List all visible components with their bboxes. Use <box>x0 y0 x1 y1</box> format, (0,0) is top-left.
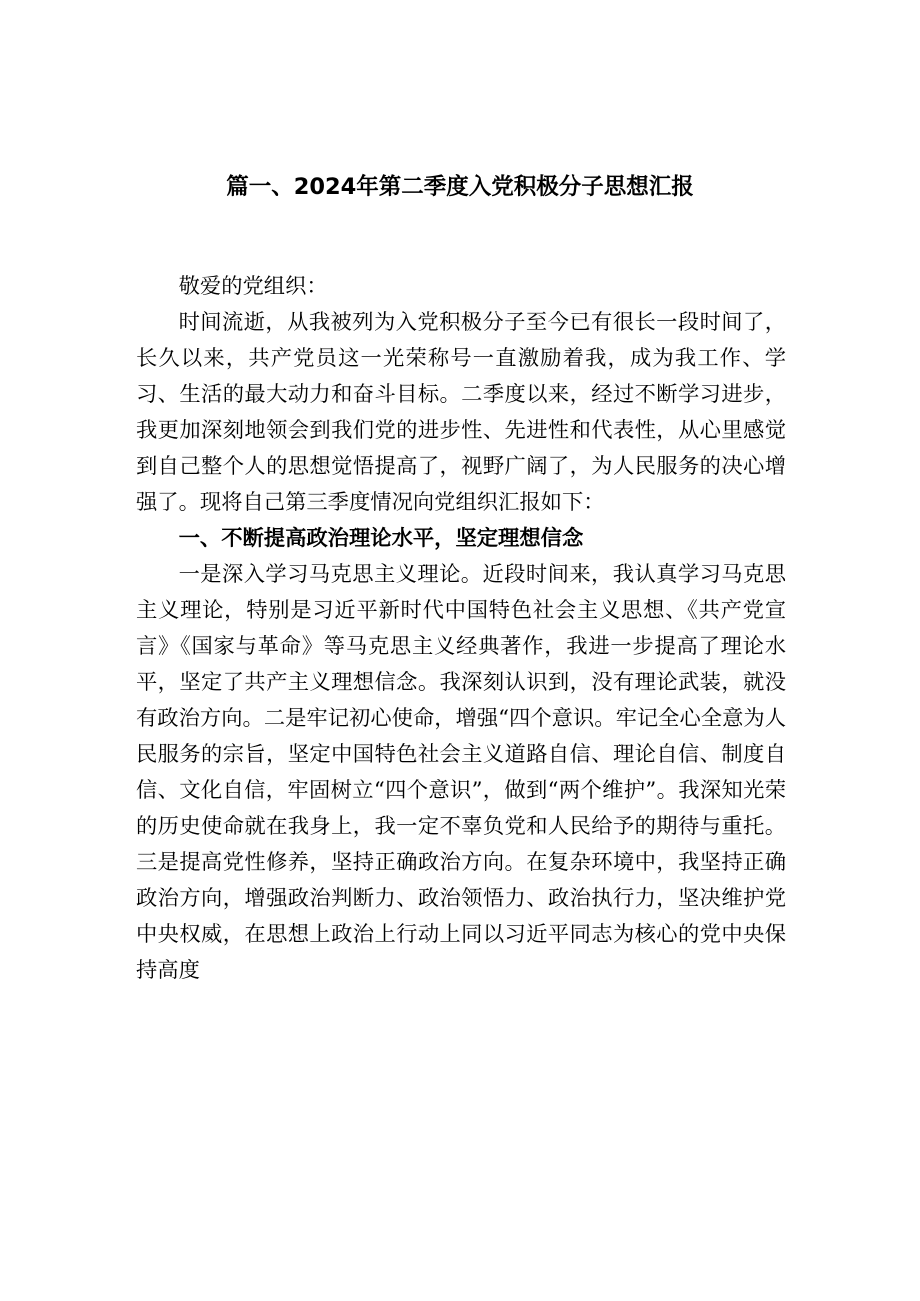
document-body <box>136 269 786 989</box>
salutation: 敬爱的党组织： <box>178 274 328 299</box>
section-heading: 一、不断提高政治理论水平，坚定理想信念 <box>178 526 584 551</box>
section-paragraph: 一是深入学习马克思主义理论。近段时间来，我认真学习马克思主义理论，特别是习近平新时代中国特色社会主义思想、《共产党宣言》《国家与革命》等马克思主义经典著作，我进一步提高了理论水平，坚定了共产主义理想信念。我深刻认识到，没有理论武装，就没有政治方向。二是牢记初心使命，增强“四个意识。牢记全心全意为人民服务的宗旨，坚定中国特色社会主义道路自信、理论自信、制度自信、文化自信，牢固树立“四个意识”，做到“两个维护”。我深知光荣的历史使命就在我身上，我一定不辜负党和人民给予的期待与重托。三是提高党性修养，坚持正确政治方向。在复杂环境中，我坚持正确政治方向，增强政治判断力、政治领悟力、政治执行力，坚决维护党中央权威，在思想上政治上行动上同以习近平同志为核心的党中央保持高度 <box>136 562 786 983</box>
intro-paragraph: 时间流逝，从我被列为入党积极分子至今已有很长一段时间了，长久以来，共产党员这一光荣称号一直激励着我，成为我工作、学习、生活的最大动力和奋斗目标。二季度以来，经过不断学习进步，我更加深刻地领会到我们党的进步性、先进性和代表性，从心里感觉到自己整个人的思想觉悟提高了，视野广阔了，为人民服务的决心增强了。现将自己第三季度情况向党组织汇报如下： <box>136 310 786 515</box>
document-title: 篇一、2024年第二季度入党积极分子思想汇报 <box>226 174 694 200</box>
